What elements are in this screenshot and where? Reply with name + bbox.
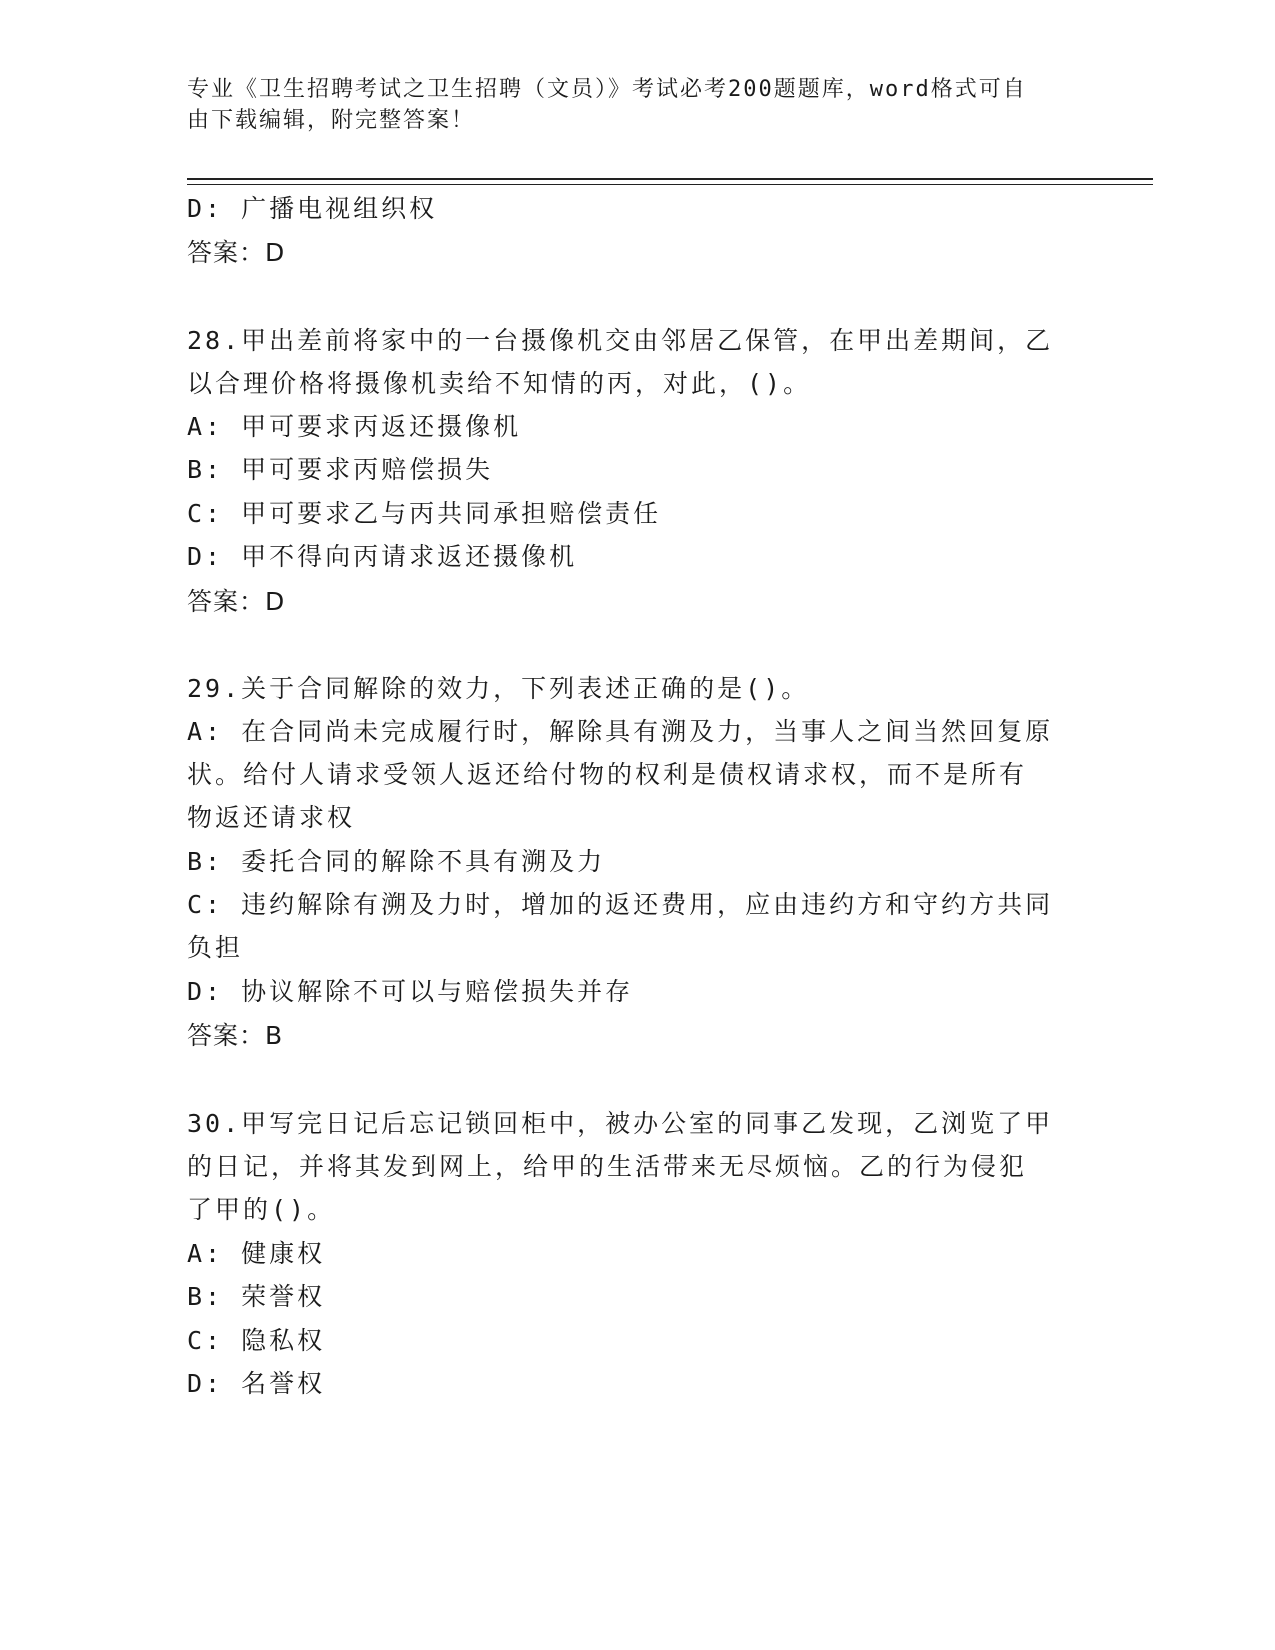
q30-stem-line-2: 的日记，并将其发到网上，给甲的生活带来无尽烦恼。乙的行为侵犯 xyxy=(187,1152,1028,1181)
q29-answer: 答案：B xyxy=(187,1021,284,1050)
q30-option-b: B: 荣誉权 xyxy=(187,1282,326,1311)
q29-option-c-line-2: 负担 xyxy=(187,933,244,962)
header-line-2: 由下载编辑，附完整答案！ xyxy=(187,108,476,133)
prev-answer: 答案：D xyxy=(187,238,286,267)
q29-stem: 29.关于合同解除的效力，下列表述正确的是()。 xyxy=(187,674,810,703)
q30-option-c: C: 隐私权 xyxy=(187,1326,326,1355)
header-rule-thin xyxy=(187,184,1153,185)
document-header xyxy=(187,74,1067,136)
q29-option-b: B: 委托合同的解除不具有溯及力 xyxy=(187,847,606,876)
q30-option-d: D: 名誉权 xyxy=(187,1369,326,1398)
q28-option-a: A: 甲可要求丙返还摄像机 xyxy=(187,412,522,441)
q30-option-a: A: 健康权 xyxy=(187,1239,326,1268)
q28-answer: 答案：D xyxy=(187,587,286,616)
q28-option-b: B: 甲可要求丙赔偿损失 xyxy=(187,455,494,484)
q28-stem-line-1: 28.甲出差前将家中的一台摄像机交由邻居乙保管，在甲出差期间，乙 xyxy=(187,326,1054,355)
q30-stem-line-3: 了甲的()。 xyxy=(187,1195,336,1224)
q29-option-a-line-1: A: 在合同尚未完成履行时，解除具有溯及力，当事人之间当然回复原 xyxy=(187,717,1054,746)
q28-stem-line-2: 以合理价格将摄像机卖给不知情的丙，对此，()。 xyxy=(187,369,812,398)
q28-option-c: C: 甲可要求乙与丙共同承担赔偿责任 xyxy=(187,499,662,528)
q30-stem-line-1: 30.甲写完日记后忘记锁回柜中，被办公室的同事乙发现，乙浏览了甲 xyxy=(187,1109,1054,1138)
q29-option-a-line-3: 物返还请求权 xyxy=(187,803,356,832)
q29-option-a-line-2: 状。给付人请求受领人返还给付物的权利是债权请求权，而不是所有 xyxy=(187,760,1028,789)
q29-option-d: D: 协议解除不可以与赔偿损失并存 xyxy=(187,977,634,1006)
header-rule-thick xyxy=(187,178,1153,180)
prev-option-d: D: 广播电视组织权 xyxy=(187,194,438,223)
header-line-1: 专业《卫生招聘考试之卫生招聘（文员）》考试必考200题题库，word格式可自 xyxy=(187,77,1027,102)
q29-option-c-line-1: C: 违约解除有溯及力时，增加的返还费用，应由违约方和守约方共同 xyxy=(187,890,1054,919)
q28-option-d: D: 甲不得向丙请求返还摄像机 xyxy=(187,542,578,571)
